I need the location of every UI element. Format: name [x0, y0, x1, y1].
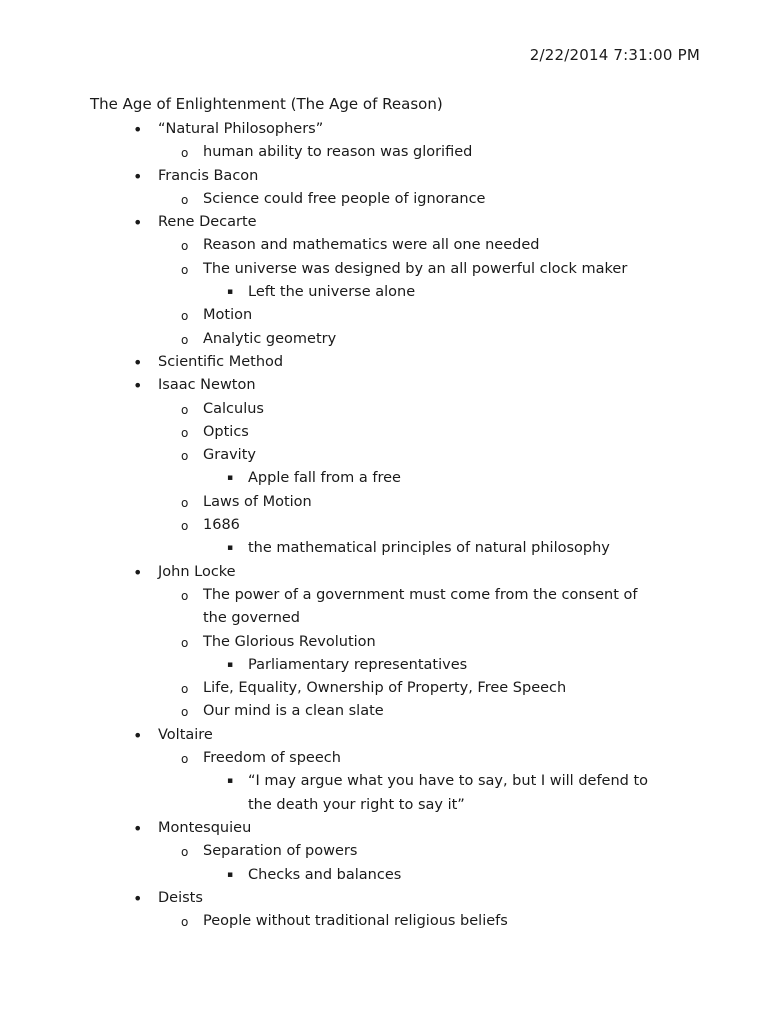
bullet-icon: ▪ [227, 543, 234, 554]
outline-item-text: Isaac Newton [158, 377, 256, 394]
outline-item-text: Laws of Motion [203, 493, 312, 510]
outline-item-level-2 [0, 910, 768, 933]
outline-item-level-1 [0, 351, 768, 374]
outline-item-text: Gravity [203, 447, 256, 464]
outline-item-level-2 [0, 421, 768, 444]
outline-item-text: Rene Decarte [158, 214, 257, 231]
outline-item-level-1 [0, 374, 768, 397]
bullet-icon: o [181, 915, 189, 930]
outline-item-text: Francis Bacon [158, 167, 259, 184]
outline-item-level-2 [0, 747, 768, 770]
bullet-icon: o [181, 495, 189, 510]
outline-item-level-3 [0, 467, 768, 490]
outline-item-level-2 [0, 631, 768, 654]
bullet-icon: • [133, 562, 143, 582]
outline-item-text: Separation of powers [203, 843, 358, 860]
outline-item-level-2 [0, 514, 768, 537]
outline-item-level-1 [0, 165, 768, 188]
bullet-icon: • [133, 213, 143, 233]
bullet-icon: o [181, 262, 189, 277]
outline-item-text: Optics [203, 423, 249, 440]
outline-item-level-1 [0, 211, 768, 234]
outline-item-level-2 [0, 700, 768, 723]
bullet-icon: • [133, 725, 143, 745]
outline-item-level-2 [0, 840, 768, 863]
outline-item-text: The universe was designed by an all powerful clock maker [203, 260, 628, 277]
outline-item-text: Scientific Method [158, 353, 284, 370]
outline-item-level-1 [0, 887, 768, 910]
outline-item-level-2 [0, 398, 768, 421]
outline-item-level-3 [0, 281, 768, 304]
outline-item-text: The Glorious Revolution [203, 633, 376, 650]
outline-item-text: John Locke [158, 563, 236, 580]
outline-item-text: 1686 [203, 517, 240, 534]
outline-item-text: “Natural Philosophers” [158, 121, 324, 137]
bullet-icon: o [181, 682, 189, 697]
outline-item-level-1 [0, 118, 768, 141]
outline-item-text: the death your right to say it” [248, 796, 465, 813]
outline-item-text: Science could free people of ignorance [203, 190, 486, 207]
bullet-icon: o [181, 402, 189, 417]
bullet-icon: ▪ [227, 659, 234, 670]
outline-item-text: Reason and mathematics were all one needed [203, 237, 540, 254]
outline-item-level-2 [0, 444, 768, 467]
outline-item-text: Analytic geometry [203, 330, 337, 347]
bullet-icon: • [133, 888, 143, 908]
outline-item-level-2 [0, 328, 768, 351]
bullet-icon: • [133, 818, 143, 838]
outline-item-text: the governed [203, 610, 301, 627]
outline-item-level-3 [0, 864, 768, 887]
bullet-icon: o [181, 239, 189, 254]
outline-item-text: Apple fall from a free [248, 470, 401, 487]
outline-item-text: the mathematical principles of natural philosophy [248, 540, 610, 557]
outline-item-text: The power of a government must come from the consent of [203, 586, 638, 603]
outline-item-level-2 [0, 607, 768, 630]
outline-item-level-2 [0, 141, 768, 164]
outline-item-level-3 [0, 770, 768, 793]
bullet-icon: o [181, 752, 189, 767]
outline-item-level-2 [0, 188, 768, 211]
bullet-icon: ▪ [227, 776, 234, 787]
bullet-icon: o [181, 519, 189, 534]
outline-item-level-2 [0, 584, 768, 607]
bullet-icon: • [133, 352, 143, 372]
bullet-icon: ▪ [227, 869, 234, 880]
outline-item-text: Voltaire [158, 726, 213, 743]
outline-item-text: Freedom of speech [203, 750, 341, 767]
bullet-icon: • [133, 120, 143, 139]
bullet-icon: o [181, 588, 189, 603]
bullet-icon: o [181, 425, 189, 440]
bullet-icon: o [181, 449, 189, 464]
outline-item-level-3 [0, 654, 768, 677]
bullet-icon: o [181, 845, 189, 860]
outline-item-text: Deists [158, 889, 203, 906]
outline-list [0, 118, 768, 933]
outline-item-text: Checks and balances [248, 866, 402, 883]
document-title: The Age of Enlightenment (The Age of Reason) [90, 95, 443, 113]
timestamp: 2/22/2014 7:31:00 PM [529, 46, 700, 64]
outline-item-text: human ability to reason was glorified [203, 144, 473, 161]
outline-item-level-3 [0, 794, 768, 817]
outline-item-level-2 [0, 304, 768, 327]
bullet-icon: o [181, 146, 189, 161]
outline-item-text: “I may argue what you have to say, but I will defend to [248, 773, 649, 790]
outline-item-level-2 [0, 234, 768, 257]
outline-item-level-2 [0, 258, 768, 281]
outline-item-level-1 [0, 561, 768, 584]
bullet-icon: ▪ [227, 287, 234, 298]
outline-item-text: Left the universe alone [248, 284, 416, 301]
outline-item-text: Parliamentary representatives [248, 656, 468, 673]
outline-item-text: Montesquieu [158, 819, 252, 836]
outline-item-level-2 [0, 491, 768, 514]
bullet-icon: o [181, 309, 189, 324]
outline-item-level-2 [0, 677, 768, 700]
bullet-icon: o [181, 705, 189, 720]
bullet-icon: • [133, 376, 143, 396]
bullet-icon: o [181, 635, 189, 650]
outline-item-level-1 [0, 724, 768, 747]
outline-item-text: Life, Equality, Ownership of Property, Free Speech [203, 680, 567, 697]
bullet-icon: o [181, 332, 189, 347]
bullet-icon: o [181, 192, 189, 207]
outline-item-text: Our mind is a clean slate [203, 703, 384, 720]
bullet-icon: • [133, 166, 143, 186]
outline-item-text: Motion [203, 307, 253, 324]
outline-item-level-1 [0, 817, 768, 840]
outline-item-text: Calculus [203, 400, 264, 417]
bullet-icon: ▪ [227, 473, 234, 484]
outline-item-text: People without traditional religious beliefs [203, 913, 508, 930]
outline-item-level-3 [0, 537, 768, 560]
